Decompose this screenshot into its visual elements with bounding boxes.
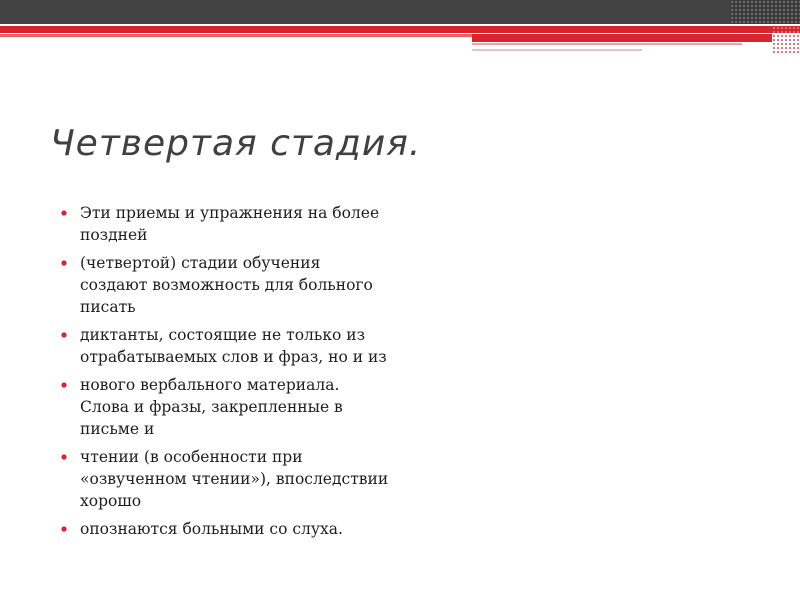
slide-title: Четвертая стадия. xyxy=(50,123,422,164)
bullet-text: (четвертой) стадии обучения создают возможность для больного писать xyxy=(80,254,373,316)
top-decor-band xyxy=(0,0,800,24)
bullet-list xyxy=(60,202,390,546)
list-item xyxy=(60,518,390,540)
list-item xyxy=(60,374,390,440)
accent-line xyxy=(472,43,742,45)
circle-bullet-icon xyxy=(61,526,67,532)
circle-bullet-icon xyxy=(61,332,67,338)
accent-block xyxy=(472,34,772,42)
bullet-text: нового вербального материала. Слова и фразы, закрепленные в письме и xyxy=(80,376,343,438)
circle-bullet-icon xyxy=(61,382,67,388)
circle-bullet-icon xyxy=(61,454,67,460)
dot-pattern xyxy=(730,0,800,24)
list-item xyxy=(60,252,390,318)
bullet-text: диктанты, состоящие не только из отрабатываемых слов и фраз, но и из xyxy=(80,326,387,366)
accent-line xyxy=(472,49,642,51)
circle-bullet-icon xyxy=(61,260,67,266)
circle-bullet-icon xyxy=(61,210,67,216)
list-item xyxy=(60,446,390,512)
bullet-text: чтении (в особенности при «озвученном чтении»), впоследствии хорошо xyxy=(80,448,389,510)
list-item xyxy=(60,202,390,246)
bullet-text: опознаются больными со слуха. xyxy=(80,520,343,538)
list-item xyxy=(60,324,390,368)
bullet-text: Эти приемы и упражнения на более поздней xyxy=(80,204,380,244)
accent-stripe xyxy=(0,26,800,33)
accent-stripe-light xyxy=(0,34,472,37)
dot-pattern xyxy=(772,26,800,54)
